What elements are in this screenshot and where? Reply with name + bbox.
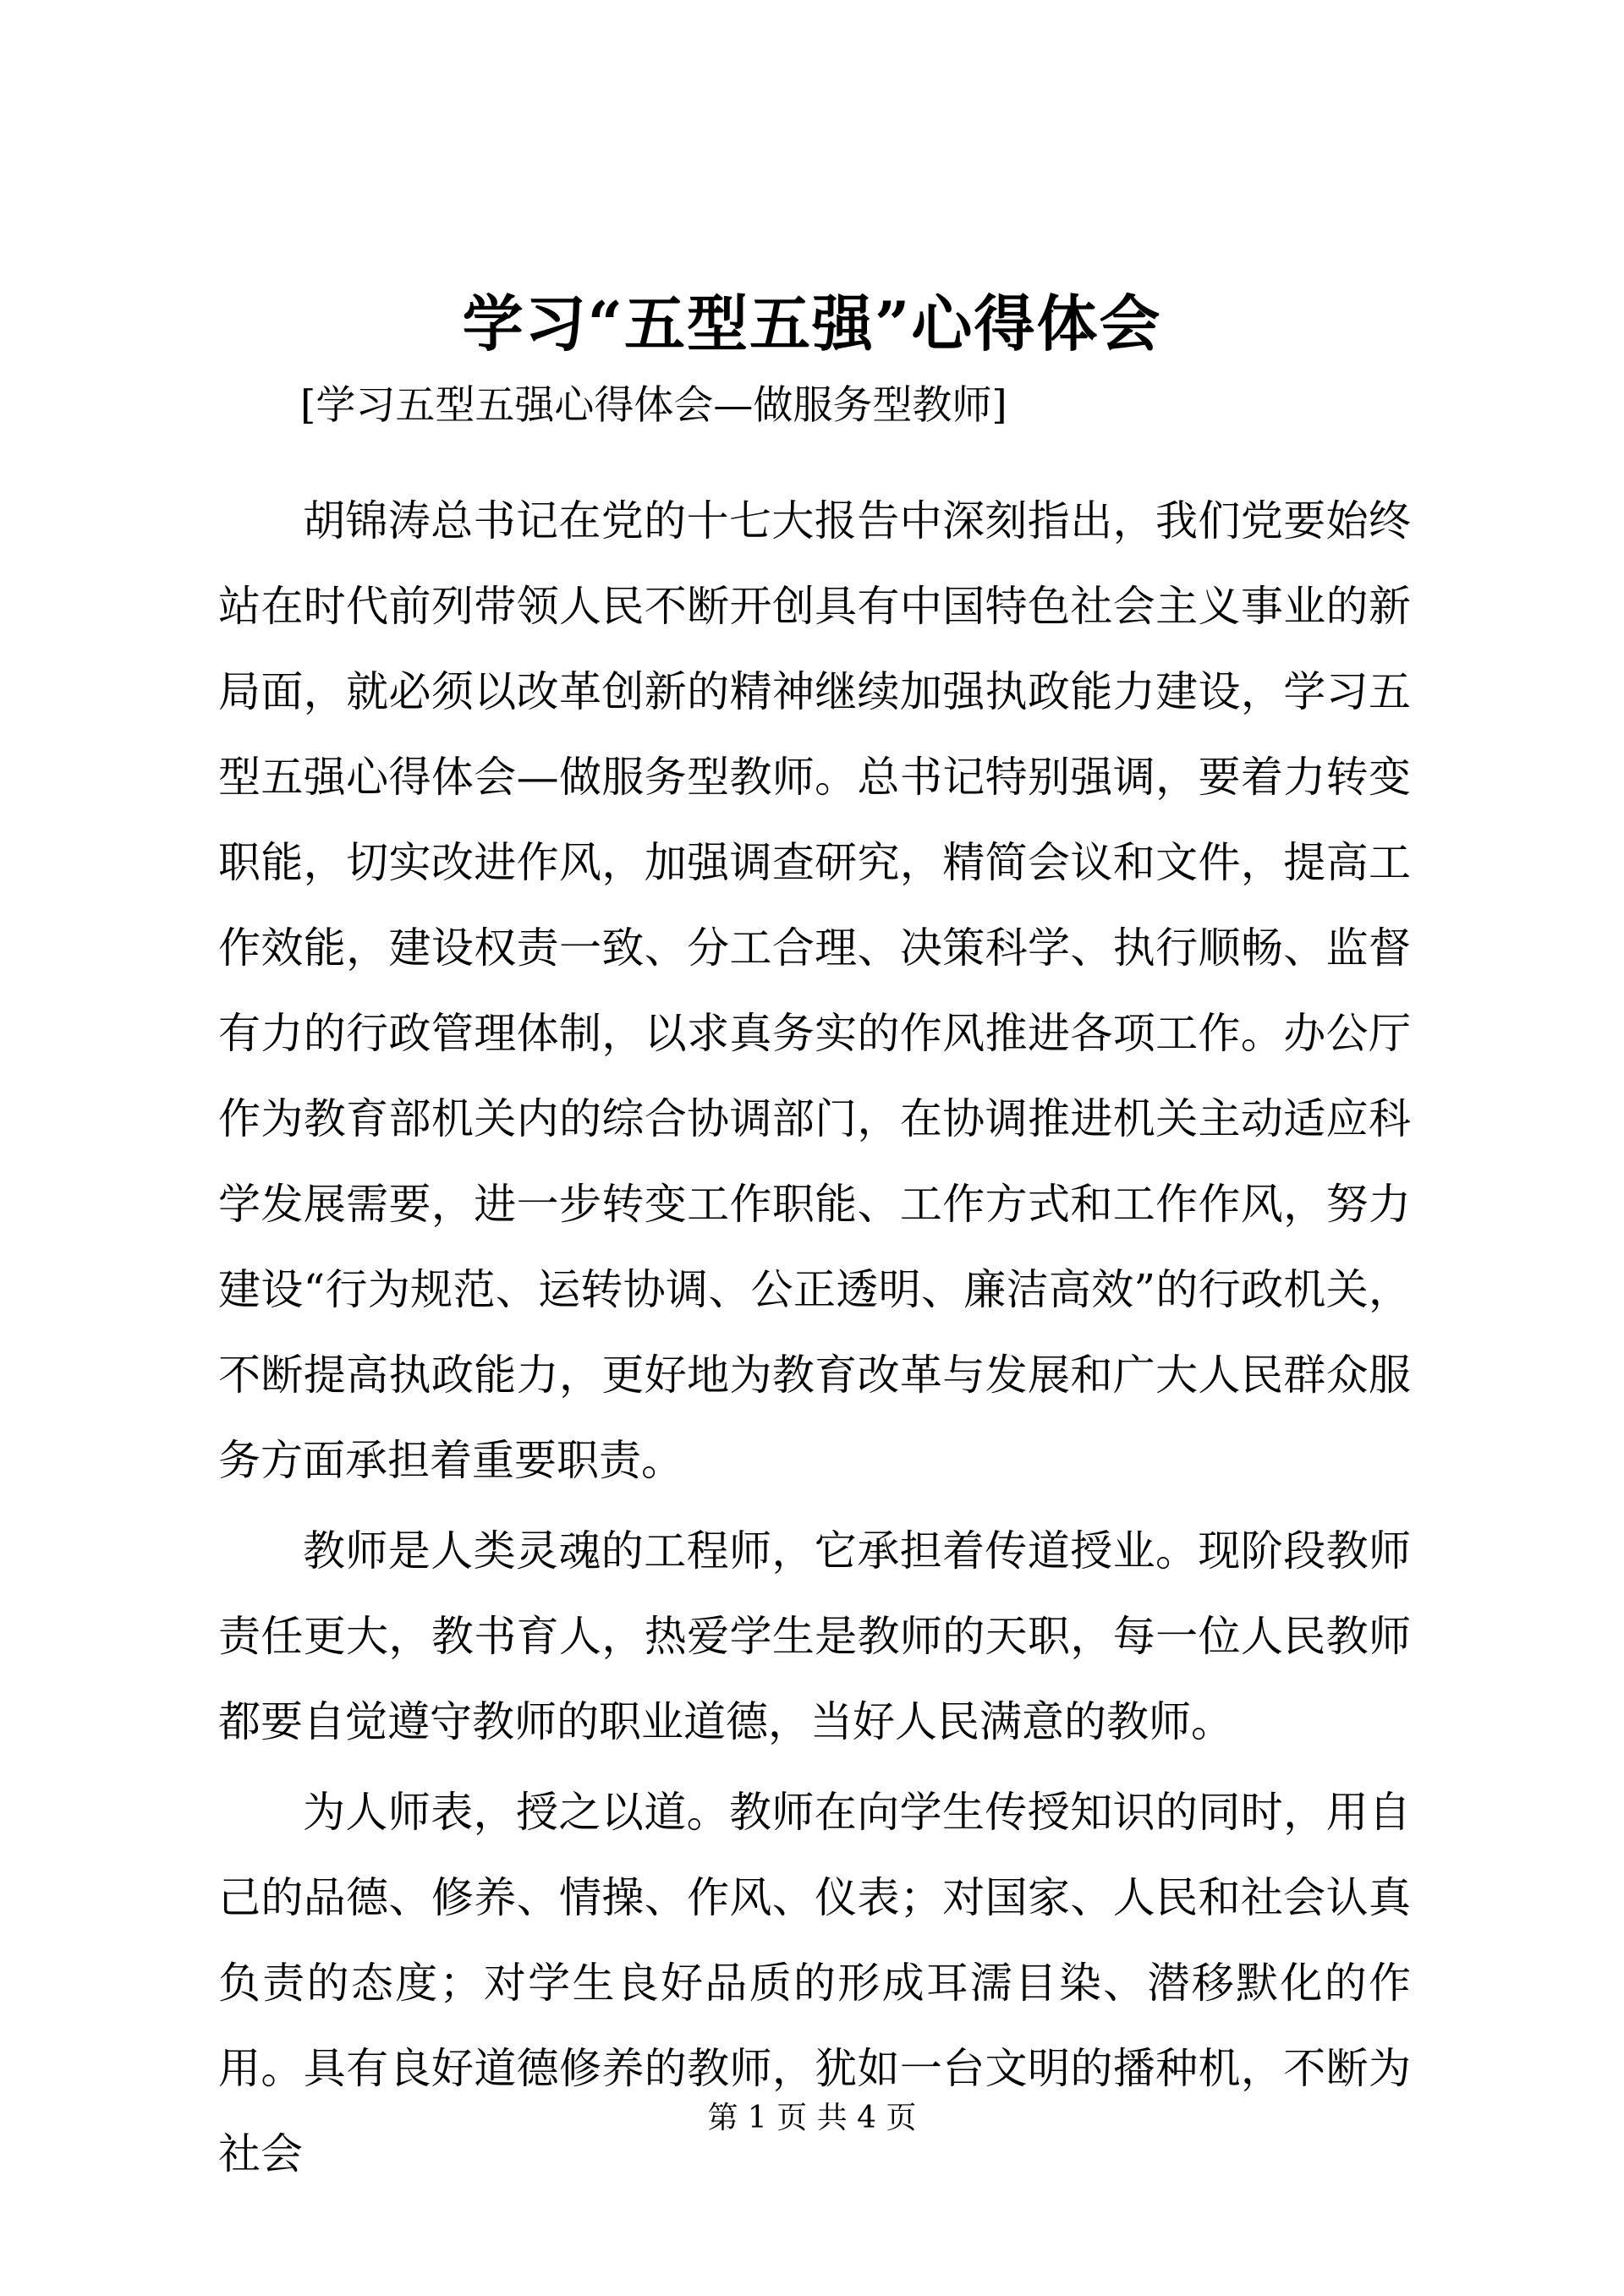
document-title: 学习“五型五强”心得体会 (462, 288, 1162, 359)
paragraph: 为人师表，授之以道。教师在向学生传授知识的同时，用自己的品德、修养、情操、作风、仪表；对国家、人民和社会认真负责的态度；对学生良好品质的形成耳濡目染、潜移默化的作用。具有良好道德修养的教师，犹如一台文明的播种机，不断为社会 (218, 1788, 1411, 2178)
document-subtitle: [学习五型五强心得体会—做服务型教师] (300, 382, 1007, 429)
paragraph: 教师是人类灵魂的工程师，它承担着传道授业。现阶段教师责任更大，教书育人，热爱学生是教师的天职，每一位人民教师都要自觉遵守教师的职业道德，当好人民满意的教师。 (218, 1526, 1411, 1746)
document-body (218, 479, 1411, 2202)
paragraph: 胡锦涛总书记在党的十七大报告中深刻指出，我们党要始终站在时代前列带领人民不断开创具有中国特色社会主义事业的新局面，就必须以改革创新的精神继续加强执政能力建设，学习五型五强心得体会—做服务型教师。总书记特别强调，要着力转变职能，切实改进作风，加强调查研究，精简会议和文件，提高工作效能，建设权责一致、分工合理、决策科学、执行顺畅、监督有力的行政管理体制，以求真务实的作风推进各项工作。办公厅作为教育部机关内的综合协调部门，在协调推进机关主动适应科学发展需要，进一步转变工作职能、工作方式和工作作风，努力建设“行为规范、运转协调、公正透明、廉洁高效”的行政机关，不断提高执政能力，更好地为教育改革与发展和广大人民群众服务方面承担着重要职责。 (218, 496, 1411, 1485)
page-footer: 第 1 页 共 4 页 (707, 2101, 917, 2135)
